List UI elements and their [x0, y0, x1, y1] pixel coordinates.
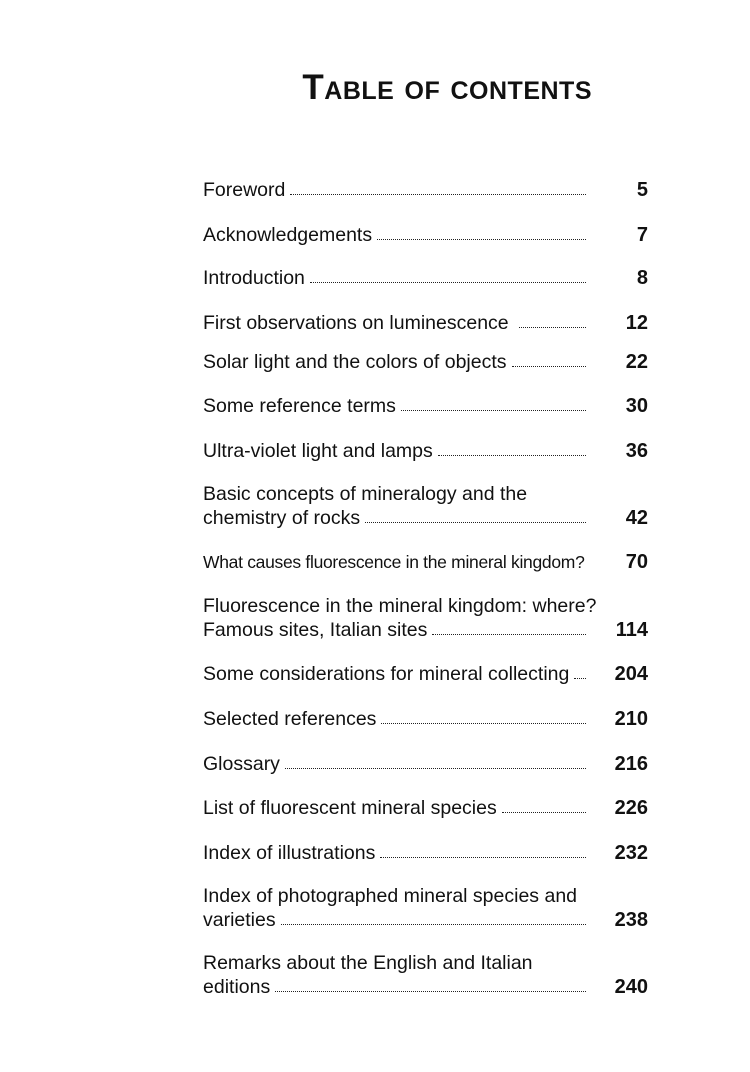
toc-entry[interactable] [203, 707, 648, 731]
toc-entry-title-line: Index of photographed mineral species and [203, 885, 578, 907]
toc-entry-page: 216 [614, 753, 648, 775]
dot-leader [381, 723, 586, 724]
toc-entry-page: 30 [625, 395, 648, 417]
page-title: Table of contents [302, 68, 592, 107]
toc-entry-title-line: chemistry of rocks [203, 507, 361, 529]
toc-entry-page: 70 [625, 551, 648, 573]
dot-leader [281, 924, 586, 925]
toc-entry-title: First observations on luminescence [203, 312, 509, 334]
toc-entry[interactable] [203, 394, 648, 418]
dot-leader [380, 857, 586, 858]
toc-entry-page: 226 [614, 797, 648, 819]
toc-entry[interactable] [203, 594, 648, 642]
dot-leader [438, 455, 586, 456]
toc-entry-page: 22 [625, 351, 648, 373]
toc-entry[interactable] [203, 662, 648, 686]
toc-entry-page: 210 [614, 708, 648, 730]
toc-entry[interactable] [203, 350, 648, 374]
dot-leader [377, 239, 586, 240]
toc-entry[interactable] [203, 884, 648, 932]
toc-entry[interactable] [203, 796, 648, 820]
toc-entry-title-line: Famous sites, Italian sites [203, 619, 428, 641]
dot-leader [275, 991, 586, 992]
dot-leader [432, 634, 586, 635]
toc-entry-page: 8 [636, 267, 648, 289]
dot-leader [285, 768, 586, 769]
toc-entry[interactable] [203, 951, 648, 999]
toc-entry-page: 232 [614, 842, 648, 864]
toc-entry-title: Selected references [203, 708, 377, 730]
toc-entry-title: Some considerations for mineral collecting [203, 663, 570, 685]
dot-leader [519, 327, 586, 328]
toc-entry[interactable] [203, 482, 648, 530]
toc-entry-title: Index of illustrations [203, 842, 376, 864]
dot-leader [310, 282, 586, 283]
toc-entry-title: List of fluorescent mineral species [203, 797, 497, 819]
toc-entry-page: 5 [636, 179, 648, 201]
toc-entry-page: 240 [614, 976, 648, 998]
toc-entry-title: Foreword [203, 179, 286, 201]
toc-entry[interactable] [203, 266, 648, 290]
toc-entry-title: Solar light and the colors of objects [203, 351, 507, 373]
dot-leader [401, 410, 586, 411]
toc-entry-title-line: varieties [203, 909, 276, 931]
dot-leader [502, 812, 586, 813]
toc-entry[interactable] [203, 841, 648, 865]
toc-entry-title: Ultra-violet light and lamps [203, 440, 433, 462]
toc-entry-title-line: Remarks about the English and Italian [203, 952, 533, 974]
toc-entry-title-line: editions [203, 976, 271, 998]
toc-entry[interactable] [203, 550, 648, 574]
toc-entry-page: 238 [614, 909, 648, 931]
toc-entry-title: Glossary [203, 753, 280, 775]
toc-entry[interactable] [203, 178, 648, 202]
toc-entry-title: What causes fluorescence in the mineral kingdom? [203, 552, 585, 572]
toc-entry[interactable] [203, 439, 648, 463]
toc-entry[interactable] [203, 752, 648, 776]
toc-entry[interactable] [203, 223, 648, 247]
dot-leader [574, 678, 586, 679]
toc-entry-title: Some reference terms [203, 395, 396, 417]
toc-entry-page: 204 [614, 663, 648, 685]
toc-entry-page: 114 [615, 619, 648, 641]
toc-entry-title-line: Fluorescence in the mineral kingdom: where? [203, 595, 597, 617]
toc-entry-page: 42 [625, 507, 648, 529]
dot-leader [512, 366, 586, 367]
toc-entry[interactable] [203, 311, 648, 335]
dot-leader [290, 194, 586, 195]
dot-leader [365, 522, 586, 523]
toc-entry-title: Acknowledgements [203, 224, 373, 246]
toc-entry-page: 12 [625, 312, 648, 334]
toc-entry-page: 36 [625, 440, 648, 462]
toc-entry-page: 7 [636, 224, 648, 246]
toc-entry-title: Introduction [203, 267, 305, 289]
toc-entry-title-line: Basic concepts of mineralogy and the [203, 483, 528, 505]
